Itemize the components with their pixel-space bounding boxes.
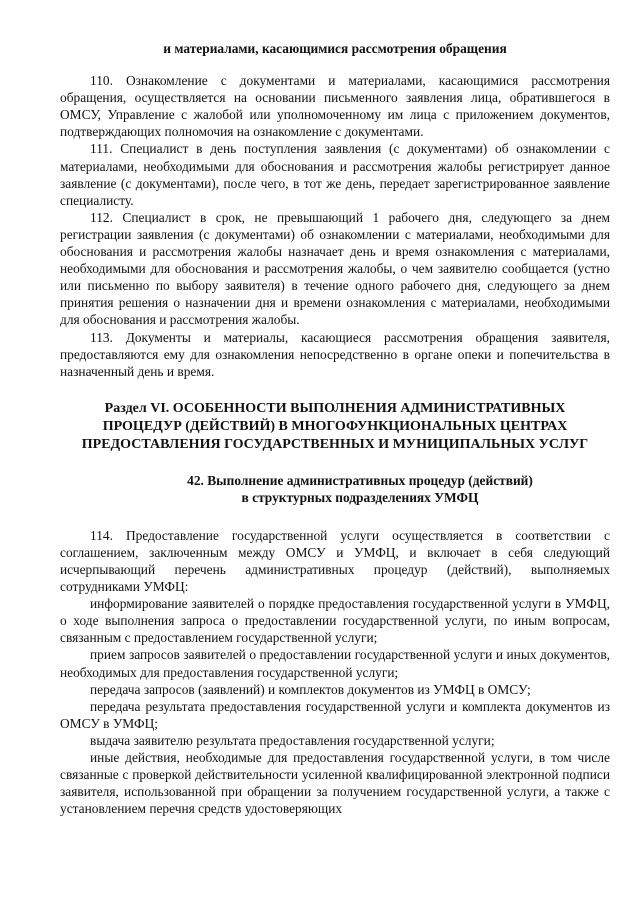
section-title xyxy=(60,400,610,454)
list-item-other-actions: иные действия, необходимые для предоставления государственной услуги, в том числе связанные с проверкой действительности усиленной квалифицированной электронной подписи заявителя, использованной при обращении за получением государственной услуги, а также с установлением перечня средств удостоверяющих xyxy=(60,750,610,817)
section-title-line-3: ПРЕДОСТАВЛЕНИЯ ГОСУДАРСТВЕННЫХ И МУНИЦИПАЛЬНЫХ УСЛУГ xyxy=(81,436,589,452)
top-heading: и материалами, касающимися рассмотрения обращения xyxy=(163,41,507,56)
list-item-issuance: выдача заявителю результата предоставления государственной услуги; xyxy=(90,732,495,748)
section-title-line-1: Раздел VI. ОСОБЕННОСТИ ВЫПОЛНЕНИЯ АДМИНИСТРАТИВНЫХ xyxy=(104,400,566,416)
list-item-informing: информирование заявителей о порядке предоставления государственной услуги в УМФЦ, о ходе выполнения запроса о предоставлении государственной услуги, по иным вопросам, связанным с предоставлением государственной услуги; xyxy=(60,596,610,646)
document-page xyxy=(60,40,610,817)
paragraph-111: 111. Специалист в день поступления заявления (с документами) об ознакомлении с материалами, необходимыми для обоснования и рассмотрения жалобы регистрирует данное заявление (с документами), после чего, в тот же день, передает зарегистрированное заявление специалисту. xyxy=(60,141,610,208)
paragraph-113: 113. Документы и материалы, касающиеся рассмотрения обращения заявителя, предоставляются ему для ознакомления непосредственно в органе опеки и попечительства в назначенный день и время. xyxy=(60,329,610,379)
list-item-transfer-requests: передача запросов (заявлений) и комплектов документов из УМФЦ в ОМСУ; xyxy=(90,681,531,697)
paragraph-110: 110. Ознакомление с документами и материалами, касающимися рассмотрения обращения, осуществляется на основании письменного заявления лица, обратившегося в ОМСУ, Управление с жалобой или уполномоченному им лица с приложением документов, подтверждающих полномочия на ознакомление с документами. xyxy=(60,73,610,140)
list-item-reception: прием запросов заявителей о предоставлении государственной услуги и иных документов, необходимых для предоставления государственной услуги; xyxy=(60,647,610,680)
section-title-line-2: ПРОЦЕДУР (ДЕЙСТВИЙ) В МНОГОФУНКЦИОНАЛЬНЫХ ЦЕНТРАХ xyxy=(102,418,568,434)
subsection-title-line-2: в структурных подразделениях УМФЦ xyxy=(241,489,479,505)
subsection-title-line-1: 42. Выполнение административных процедур (действий) xyxy=(187,472,533,488)
list-item-transfer-result: передача результата предоставления государственной услуги и комплекта документов из ОМСУ в УМФЦ; xyxy=(60,698,610,731)
subsection-title xyxy=(60,472,610,506)
paragraph-114: 114. Предоставление государственной услуги осуществляется в соответствии с соглашением, заключенным между ОМСУ и УМФЦ, и включает в себя следующий исчерпывающий перечень административных процедур (действий), выполняемых сотрудниками УМФЦ: xyxy=(60,527,610,595)
paragraph-112: 112. Специалист в срок, не превышающий 1 рабочего дня, следующего за днем регистрации заявления (с документами) об ознакомлении с материалами, необходимыми для обоснования и рассмотрения жалобы назначает день и время ознакомления с материалами, необходимыми для обоснования и рассмотрения жалобы, о чем заявителю сообщается (устно или письменно по выбору заявителя) в течение одного рабочего дня, следующего за днем принятия решения о назначении дня и времени ознакомления с материалами, необходимыми для обоснования и рассмотрения жалобы. xyxy=(60,209,610,328)
